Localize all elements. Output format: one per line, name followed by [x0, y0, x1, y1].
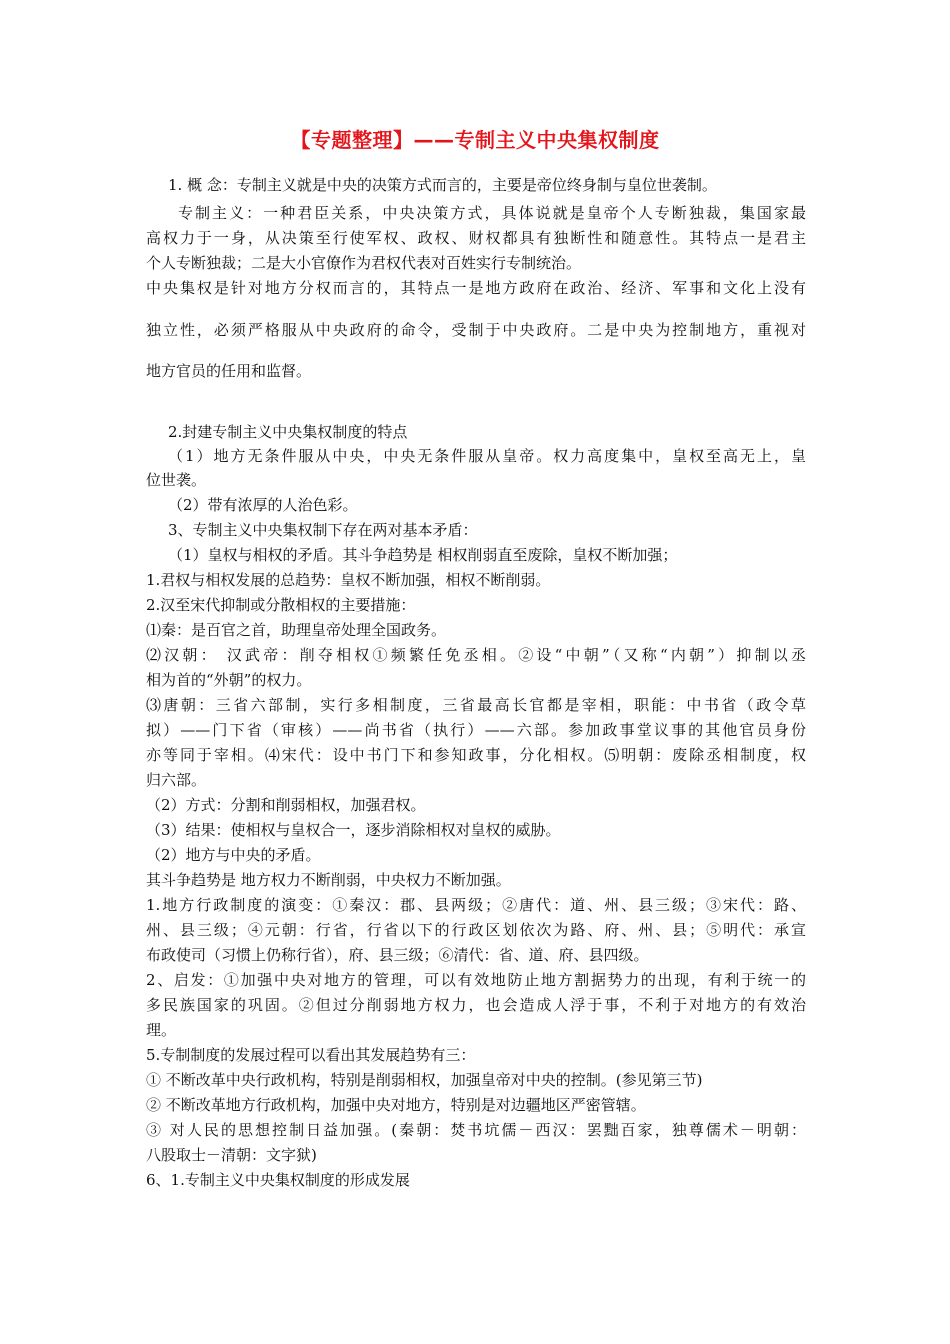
- line-centralization-2: 独立性，必须严格服从中央政府的命令，受制于中央政府。二是中央为控制地方，重视对: [146, 321, 806, 339]
- line-local-trend: 其斗争趋势是 地方权力不断削弱，中央权力不断加强。: [146, 871, 511, 889]
- line-despotism-1: 专制主义：一种君臣关系，中央决策方式，具体说就是皇帝个人专断独裁，集国家最: [178, 204, 806, 222]
- line-qin: ⑴秦：是百官之首，助理皇帝处理全国政务。: [146, 621, 447, 639]
- line-insight-2: 多民族国家的巩固。②但过分削弱地方权力，也会造成人浮于事，不利于对地方的有效治: [146, 996, 806, 1014]
- line-han-2: 相为首的“外朝”的权力。: [146, 671, 312, 689]
- line-despotism-3: 个人专断独裁；二是大小官僚作为君权代表对百姓实行专制统治。: [146, 254, 582, 272]
- line-trend: 1.君权与相权发展的总趋势：皇权不断加强，相权不断削弱。: [146, 571, 551, 589]
- heading-formation: 6、1.专制主义中央集权制度的形成发展: [146, 1171, 410, 1189]
- line-dev-4: 八股取士－清朝：文字狱): [146, 1146, 317, 1164]
- line-insight-3: 理。: [146, 1021, 177, 1039]
- line-result: （3）结果：使相权与皇权合一，逐步消除相权对皇权的威胁。: [146, 821, 561, 839]
- line-dev-2: ② 不断改革地方行政机构，加强中央对地方，特别是对边疆地区严密管辖。: [146, 1096, 646, 1114]
- line-local-3: 布政使司（习惯上仍称行省），府、县三级；⑥清代：省、道、府、县四级。: [146, 946, 649, 964]
- heading-features: 2.封建专制主义中央集权制度的特点: [168, 423, 408, 441]
- line-method: （2）方式：分割和削弱相权，加强君权。: [146, 796, 426, 814]
- line-dev-3: ③ 对人民的思想控制日益加强。(秦朝：焚书坑儒－西汉：罢黜百家，独尊儒术－明朝：: [146, 1121, 806, 1139]
- heading-development: 5.专制制度的发展过程可以看出其发展趋势有三：: [146, 1046, 476, 1064]
- line-insight-1: 2、启发：①加强中央对地方的管理，可以有效地防止地方割据势力的出现，有利于统一的: [146, 971, 806, 989]
- line-local-1: 1.地方行政制度的演变：①秦汉：郡、县两级；②唐代：道、州、县三级；③宋代：路、: [146, 896, 806, 914]
- line-tang-1: ⑶唐朝：三省六部制，实行多相制度，三省最高长官都是宰相，职能：中书省（政令草: [146, 696, 806, 714]
- document-title: 【专题整理】——专制主义中央集权制度: [290, 128, 660, 152]
- line-tang-2: 拟）——门下省（审核）——尚书省（执行）——六部。参加政事堂议事的其他官员身份: [146, 721, 806, 739]
- heading-contradictions: 3、专制主义中央集权制下存在两对基本矛盾：: [168, 521, 478, 539]
- line-feature-2: （2）带有浓厚的人治色彩。: [168, 496, 358, 514]
- line-centralization-1: 中央集权是针对地方分权而言的，其特点一是地方政府在政治、经济、军事和文化上没有: [146, 279, 806, 297]
- line-centralization-3: 地方官员的任用和监督。: [146, 362, 312, 380]
- line-definition: 1. 概 念：专制主义就是中央的决策方式而言的，主要是帝位终身制与皇位世袭制。: [168, 176, 717, 194]
- line-dev-1: ① 不断改革中央行政机构，特别是削弱相权，加强皇帝对中央的控制。(参见第三节): [146, 1071, 703, 1089]
- line-contradiction-2: （2）地方与中央的矛盾。: [146, 846, 321, 864]
- line-feature-1b: 位世袭。: [146, 471, 207, 489]
- line-despotism-2: 高权力于一身，从决策至行使军权、政权、财权都具有独断性和随意性。其特点一是君主: [146, 229, 806, 247]
- line-feature-1: （1）地方无条件服从中央，中央无条件服从皇帝。权力高度集中，皇权至高无上，皇: [168, 447, 806, 465]
- line-han-1: ⑵汉朝： 汉武帝：削夺相权①频繁任免丞相。②设“中朝”（又称“内朝”）抑制以丞: [146, 646, 806, 664]
- line-tang-4: 归六部。: [146, 771, 207, 789]
- line-measures: 2.汉至宋代抑制或分散相权的主要措施：: [146, 596, 416, 614]
- line-contradiction-1: （1）皇权与相权的矛盾。其斗争趋势是 相权削弱直至废除，皇权不断加强；: [168, 546, 678, 564]
- line-local-2: 州、县三级；④元朝：行省，行省以下的行政区划依次为路、府、州、县；⑤明代：承宣: [146, 921, 806, 939]
- line-tang-3: 亦等同于宰相。⑷宋代：设中书门下和参知政事，分化相权。⑸明朝：废除丞相制度，权: [146, 746, 806, 764]
